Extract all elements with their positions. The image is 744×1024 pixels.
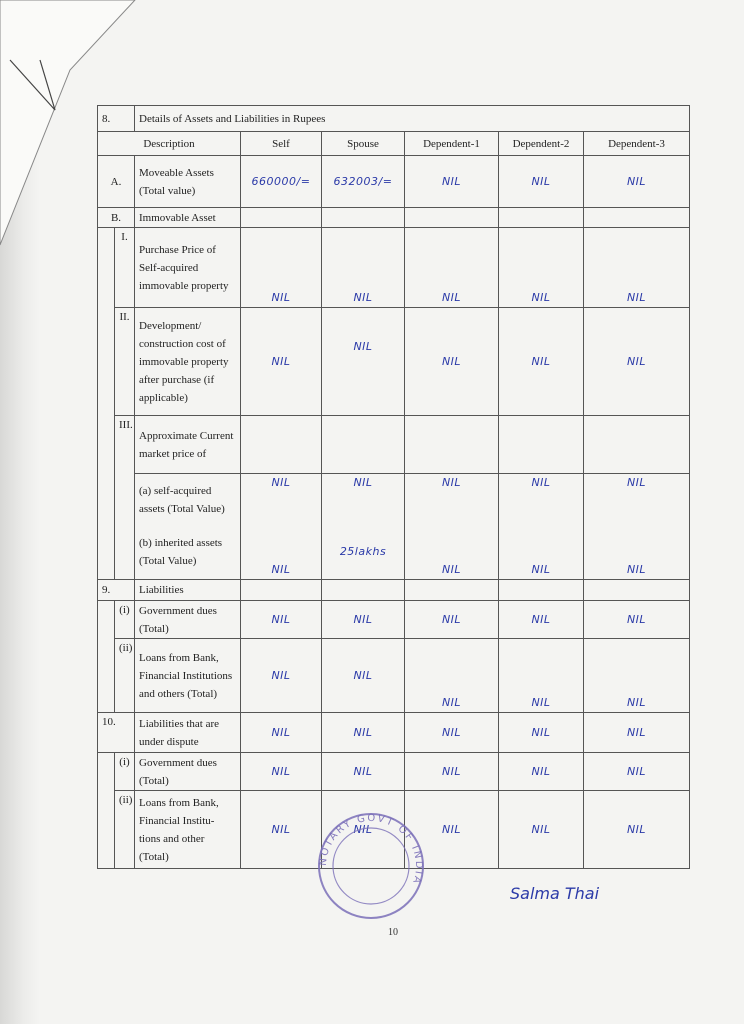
- table-row: [98, 713, 690, 753]
- value-dependent-3: NIL: [584, 601, 690, 639]
- row-label: II.: [115, 308, 135, 416]
- value-dependent-1: NIL: [405, 156, 499, 208]
- value-dependent-1: NIL: [405, 639, 499, 713]
- row-label: III.: [115, 416, 135, 580]
- row-label: (i): [115, 601, 135, 639]
- value-spouse: NIL: [322, 308, 405, 416]
- table-row: [98, 156, 690, 208]
- value-dependent-1: NIL: [405, 228, 499, 308]
- table-row: [98, 208, 690, 228]
- header-dependent-1: Dependent-1: [405, 132, 499, 156]
- row-label: A.: [98, 156, 135, 208]
- value-dependent-2: NIL: [499, 601, 584, 639]
- value-dependent-3: NIL: [584, 308, 690, 416]
- value-dependent-2: NIL: [499, 308, 584, 416]
- value-dependent-2: NIL: [499, 713, 584, 753]
- value-dependent-1: NIL: [405, 308, 499, 416]
- signature: Salma Thai: [510, 884, 600, 903]
- row-label: 9.: [98, 580, 115, 601]
- value-dependent-3: NIL: [584, 791, 690, 869]
- column-header-row: [98, 132, 690, 156]
- row-description: (b) inherited assets (Total Value): [135, 526, 241, 580]
- value-dependent-1: NIL: [405, 753, 499, 791]
- section-number: 8.: [98, 106, 135, 132]
- header-dependent-2: Dependent-2: [499, 132, 584, 156]
- value-dependent-3: NIL: [584, 228, 690, 308]
- row-description: Purchase Price of Self-acquired immovable property: [135, 228, 241, 308]
- section-title: Details of Assets and Liabilities in Rupees: [135, 106, 690, 132]
- value-dependent-1: NIL: [405, 601, 499, 639]
- value-spouse: 25lakhs: [322, 526, 405, 580]
- header-spouse: Spouse: [322, 132, 405, 156]
- row-label: (ii): [115, 791, 135, 869]
- table-row: [98, 639, 690, 713]
- value-spouse: NIL: [322, 639, 405, 713]
- row-description: Government dues (Total): [135, 601, 241, 639]
- value-spouse: NIL: [322, 753, 405, 791]
- row-label: I.: [115, 228, 135, 308]
- value-spouse: NIL: [322, 474, 405, 526]
- value-self: NIL: [241, 308, 322, 416]
- table-row: [98, 308, 690, 416]
- table-row: [98, 228, 690, 308]
- value-self: NIL: [241, 474, 322, 526]
- value-spouse: NIL: [322, 601, 405, 639]
- value-spouse: NIL: [322, 228, 405, 308]
- header-description: Description: [98, 132, 241, 156]
- value-spouse: 632003/=: [322, 156, 405, 208]
- header-dependent-3: Dependent-3: [584, 132, 690, 156]
- row-description: Liabilities: [135, 580, 241, 601]
- header-self: Self: [241, 132, 322, 156]
- value-dependent-2: NIL: [499, 474, 584, 526]
- value-spouse: NIL: [322, 791, 405, 869]
- table-row: [98, 474, 690, 526]
- value-dependent-3: NIL: [584, 713, 690, 753]
- page-number: 10: [388, 927, 398, 938]
- value-self: NIL: [241, 639, 322, 713]
- row-description: Development/ construction cost of immovable property after purchase (if applicable): [135, 308, 241, 416]
- row-description: Liabilities that are under dispute: [135, 713, 241, 753]
- value-dependent-1: NIL: [405, 474, 499, 526]
- row-label: (i): [115, 753, 135, 791]
- row-label: B.: [98, 208, 135, 228]
- value-self: NIL: [241, 526, 322, 580]
- table-row: [98, 416, 690, 474]
- value-self: NIL: [241, 228, 322, 308]
- value-self: 660000/=: [241, 156, 322, 208]
- value-dependent-1: NIL: [405, 791, 499, 869]
- row-description: Loans from Bank, Financial Institutions and others (Total): [135, 639, 241, 713]
- row-label: (ii): [115, 639, 135, 713]
- value-dependent-3: NIL: [584, 753, 690, 791]
- value-spouse: NIL: [322, 713, 405, 753]
- table-row: [98, 580, 690, 601]
- value-dependent-1: NIL: [405, 526, 499, 580]
- value-dependent-2: NIL: [499, 228, 584, 308]
- value-dependent-3: NIL: [584, 526, 690, 580]
- row-description: [135, 156, 241, 208]
- value-self: NIL: [241, 601, 322, 639]
- value-dependent-2: NIL: [499, 791, 584, 869]
- assets-liabilities-table: [97, 105, 690, 869]
- table-row: [98, 753, 690, 791]
- notary-stamp: [312, 812, 430, 920]
- indent-cell: [98, 228, 115, 580]
- value-dependent-2: NIL: [499, 156, 584, 208]
- stamp-text: NOTARY GOVT OF INDIA: [317, 812, 425, 887]
- value-dependent-3: NIL: [584, 639, 690, 713]
- row-description: Government dues (Total): [135, 753, 241, 791]
- value-dependent-2: NIL: [499, 753, 584, 791]
- row-description: (a) self-acquired assets (Total Value): [135, 474, 241, 526]
- value-self: NIL: [241, 713, 322, 753]
- indent-cell: [98, 601, 115, 713]
- value-dependent-3: NIL: [584, 474, 690, 526]
- row-description-line: (Total value): [139, 184, 196, 197]
- row-description: Approximate Current market price of: [135, 416, 241, 474]
- value-self: NIL: [241, 791, 322, 869]
- table-row: [98, 526, 690, 580]
- row-description: Loans from Bank, Financial Institu- tions and other (Total): [135, 791, 241, 869]
- section-header-row: [98, 106, 690, 132]
- row-description: Immovable Asset: [135, 208, 241, 228]
- value-dependent-1: NIL: [405, 713, 499, 753]
- indent-cell: [98, 753, 115, 869]
- row-description-line: Moveable Assets: [139, 166, 214, 179]
- value-dependent-3: NIL: [584, 156, 690, 208]
- value-dependent-2: NIL: [499, 526, 584, 580]
- value-dependent-2: NIL: [499, 639, 584, 713]
- value-self: NIL: [241, 753, 322, 791]
- row-label: 10.: [98, 713, 115, 753]
- table-row: [98, 601, 690, 639]
